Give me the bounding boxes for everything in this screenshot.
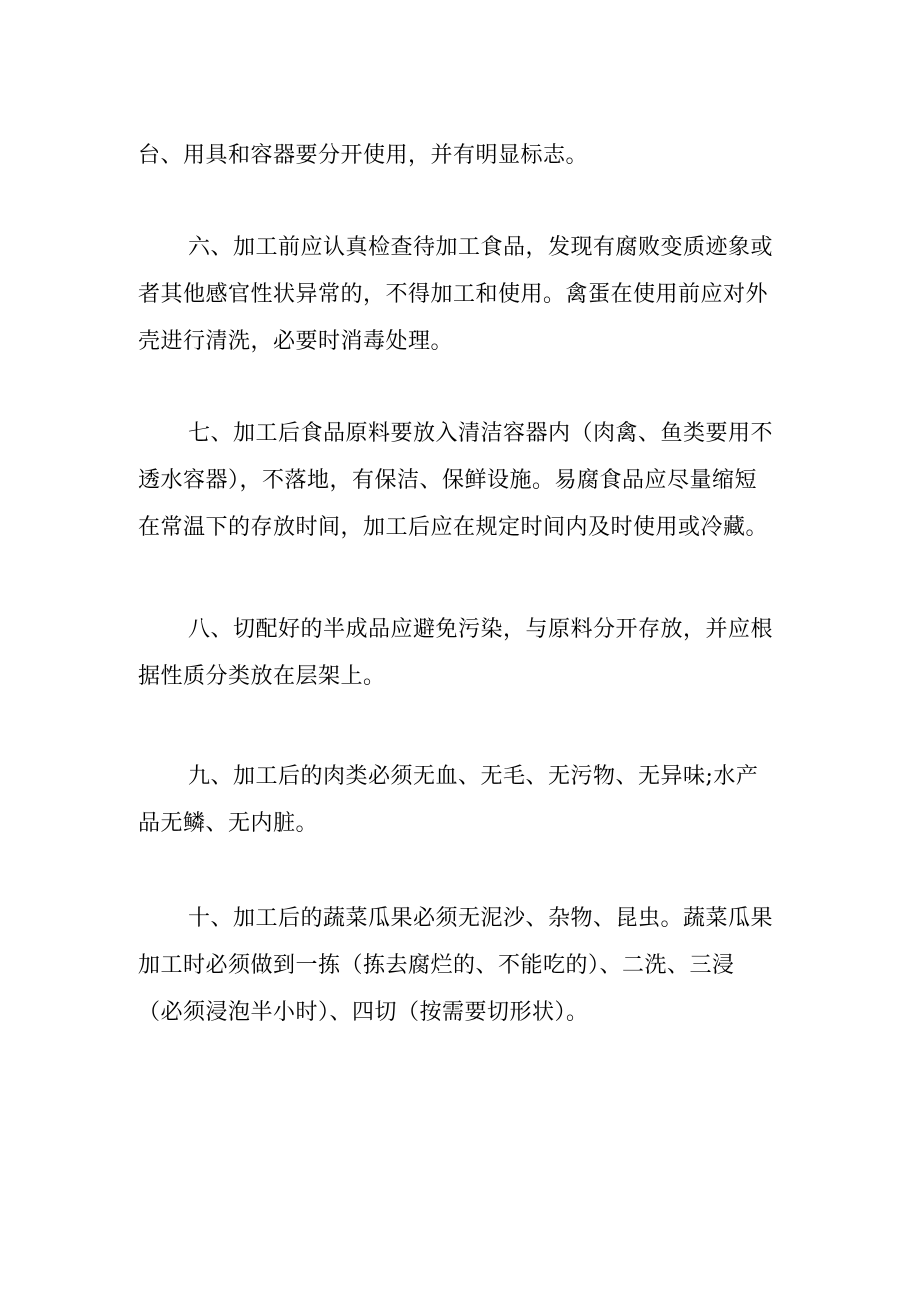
paragraph-line: 八、切配好的半成品应避免污染，与原料分开存放，并应根 [188,617,774,642]
paragraph-item-10 [138,895,790,1036]
paragraph-line: 在常温下的存放时间，加工后应在规定时间内及时使用或冷藏。 [138,515,769,540]
paragraph-line: 品无鳞、无内脏。 [138,811,319,836]
paragraph-item-7 [138,410,790,551]
paragraph-item-8 [138,606,790,700]
paragraph-line: 透水容器），不落地，有保洁、保鲜设施。易腐食品应尽量缩短 [138,468,758,493]
paragraph-line: 十、加工后的蔬菜瓜果必须无泥沙、杂物、昆虫。蔬菜瓜果 [188,906,774,931]
paragraph-line: 壳进行清洗，必要时消毒处理。 [138,329,454,354]
paragraph-line: 六、加工前应认真检查待加工食品，发现有腐败变质迹象或 [188,235,774,260]
paragraph-line: 七、加工后食品原料要放入清洁容器内（肉禽、鱼类要用不 [188,421,774,446]
paragraph-line: 台、用具和容器要分开使用，并有明显标志。 [138,143,589,168]
paragraph-line: （必须浸泡半小时）、四切（按需要切形状）。 [138,1000,589,1025]
paragraph-item-9 [138,753,790,847]
paragraph-line: 者其他感官性状异常的，不得加工和使用。禽蛋在使用前应对外 [138,282,769,307]
paragraph-continuation [138,132,790,179]
paragraph-line: 据性质分类放在层架上。 [138,664,386,689]
paragraph-line: 九、加工后的肉类必须无血、无毛、无污物、无异味;水产 [188,764,759,789]
paragraph-item-6 [138,224,790,365]
paragraph-line: 加工时必须做到一拣（拣去腐烂的、不能吃的）、二洗、三浸 [138,953,735,978]
